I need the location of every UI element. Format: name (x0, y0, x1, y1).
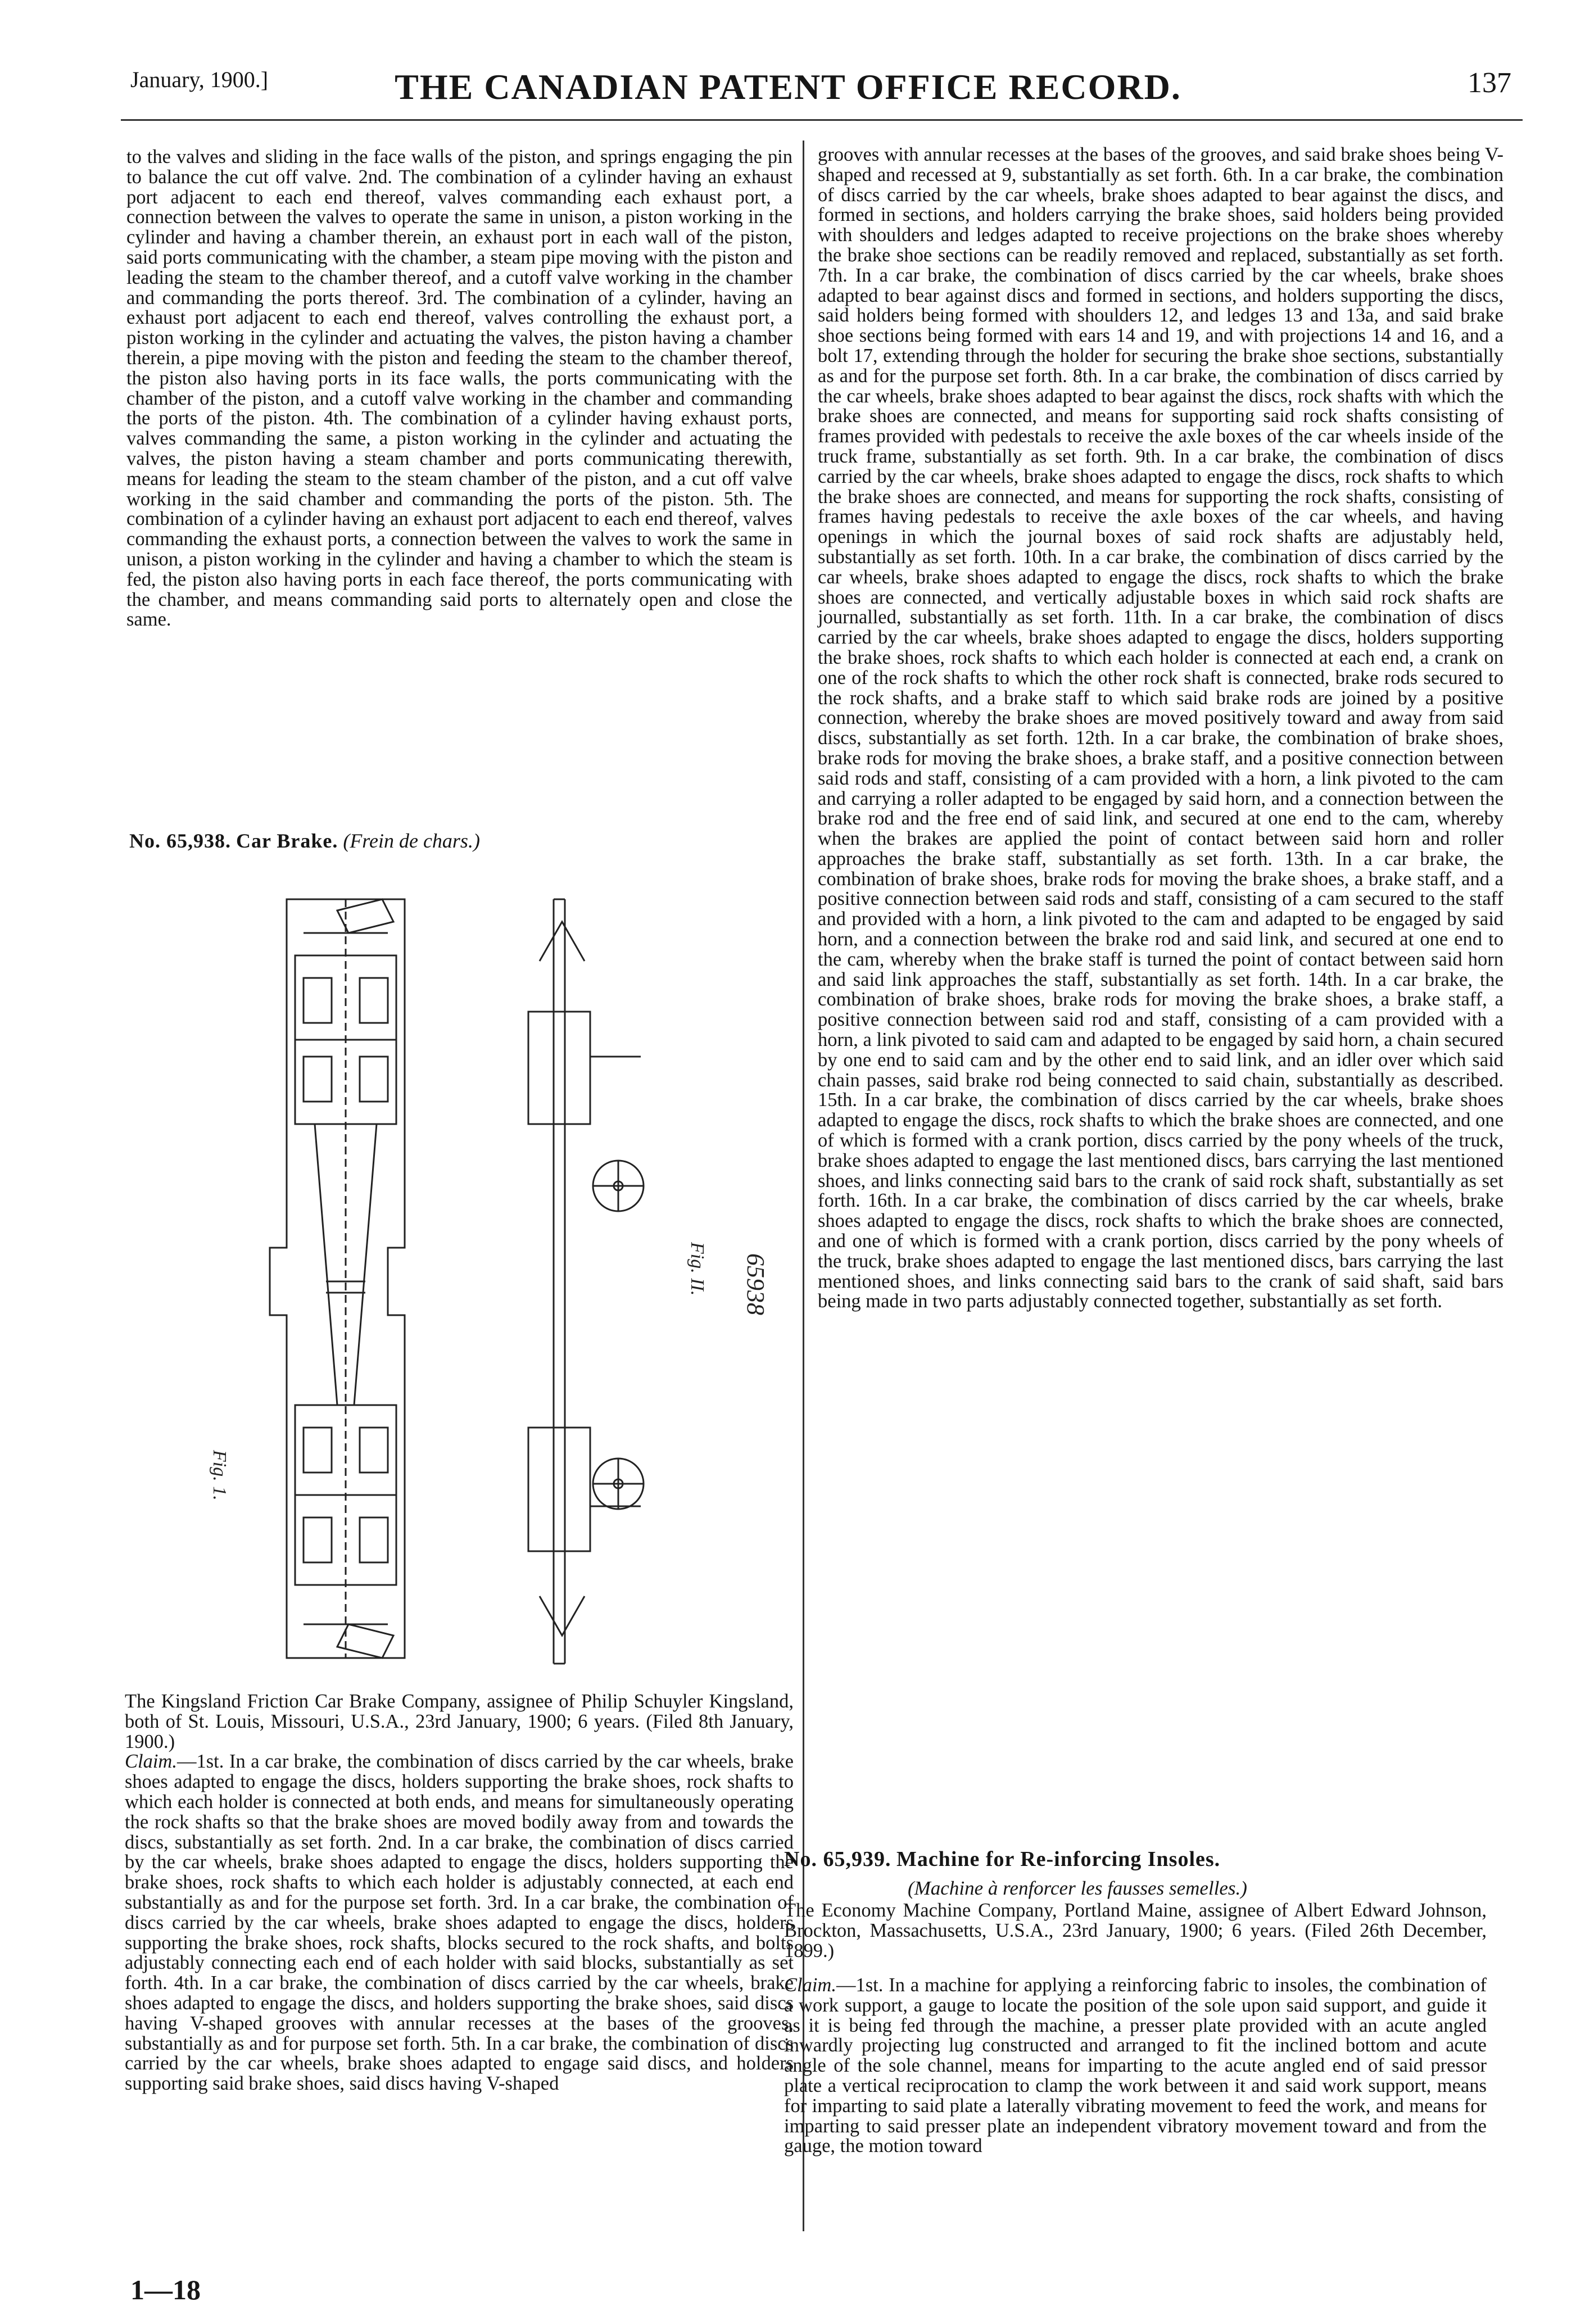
header-date: January, 1900.] (130, 67, 269, 92)
patent-939-claims (784, 1976, 1487, 2157)
page-number: 137 (1468, 67, 1511, 99)
patent-drawing (209, 888, 787, 1680)
patent-938-body (125, 1692, 794, 2094)
figure-number-label: 65938 (742, 1253, 769, 1315)
patent-939-claim-text: —1st. In a machine for applying a reinforcing fabric to insoles, the combination of a work support, a gauge to locate the position of the sole upon said support, and guide it as it is being fed through the machine, a presser plate provided with an acute angled inwardly projecting lug constructed and arranged to fit the inclined bottom and acute angle of the sole channel, means for imparting to the acute angled end of said pressor plate a vertical reciprocation to clamp the work between it and said work support, means for imparting to said plate a laterally vibrating movement to feed the work, and means for imparting to said presser plate an independent vibratory movement toward and from the gauge, the motion toward (784, 1974, 1487, 2157)
fig-2-label: Fig. II. (687, 1242, 708, 1296)
page-title: THE CANADIAN PATENT OFFICE RECORD. (395, 67, 1181, 107)
patent-939-number: No. 65,939. (784, 1847, 891, 1871)
patent-938-assignee: The Kingsland Friction Car Brake Company, assignee of Philip Schuyler Kingsland, both of St. Louis, Missouri, U.S.A., 23rd January, 1900; 6 years. (Filed 8th January, 1900.) (125, 1691, 794, 1752)
patent-938-french-title: (Frein de chars.) (343, 830, 480, 852)
patent-939-assignee: The Economy Machine Company, Portland Maine, assignee of Albert Edward Johnson, Brockton, Massachusetts, U.S.A., 23rd January, 1900; 6 years. (Filed 26th December, 1899.) (784, 1900, 1487, 1961)
right-column-claims (818, 145, 1503, 1312)
patent-938-claim-text-right: grooves with annular recesses at the bases of the grooves, and said brake shoes being V-shaped and recessed at 9, substantially as set forth. 6th. In a car brake, the combination of discs carried by the car wheels, brake shoes adapted to bear against the discs, and formed in sections, and holders carrying the brake shoes, said holders being provided with shoulders and ledges adapted to receive projections on the brake shoes whereby the brake shoe sections can be readily removed and replaced, substantially as set forth. 7th. In a car brake, the combination of discs carried by the car wheels, brake shoes adapted to bear against discs and formed in sections, and holders supporting the discs, said holders being formed with shoulders 12, and ledges 13 and 13a, and said brake shoe sections being formed with ears 14 and 19, and with projections 14 and 16, and a bolt 17, extending through the holder for securing the brake shoe sections, substantially as and for the purpose set forth. 8th. In a car brake, the combination of discs carried by the car wheels, brake shoes adapted to bear against the discs, rock shafts with which the brake shoes are connected, and means for supporting said rock shafts consisting of frames provided with pedestals to receive the axle boxes of the car wheels inside of the truck frame, substantially as set forth. 9th. In a car brake, the combination of discs carried by the car wheels, brake shoes adapted to engage the discs, rock shafts to which the brake shoes are connected, and means for supporting the rock shafts, consisting of frames having pedestals to receive the axle boxes of the car wheels, and having openings in which the journal boxes of said rock shafts are adjustably held, substantially as set forth. 10th. In a car brake, the combination of discs carried by the car wheels, brake shoes adapted to engage the discs, rock shafts to which the brake shoes are connected, and vertically adjustable boxes in which said rock shafts are journalled, substantially as set forth. 11th. In a car brake, the combination of discs carried by the car wheels, brake shoes adapted to engage the discs, holders supporting the brake shoes, rock shafts to which each holder is connected at each end, a crank on one of the rock shafts to which the other rock shaft is connected, brake rods secured to the rock shafts, and a brake staff to which said brake rods are joined by a positive connection, whereby the brake shoes are moved positively toward and away from said discs, substantially as set forth. 12th. In a car brake, the combination of brake shoes, brake rods for moving the brake shoes, a brake staff, and a positive connection between said rods and staff, consisting of a cam provided with a horn, a link pivoted to the cam and carrying a roller adapted to be engaged by said horn, and a connection between the brake rod and the free end of said link, and secured at one end to the cam, whereby when the brakes are applied the point of contact between said horn and roller approaches the brake staff, substantially as set forth. 13th. In a car brake, the combination of brake shoes, brake rods for moving the brake shoes, a brake staff, and a positive connection between said rods and staff, consisting of a cam secured to the staff and provided with a horn, a link pivoted to the cam and adapted to be engaged by said horn, and a connection between the brake rod and said link, and secured at one end to the cam, whereby when the brake staff is turned the point of contact between said horn and said link approaches the staff, substantially as set forth. 14th. In a car brake, the combination of brake shoes, brake rods for moving the brake shoes, a brake staff, a positive connection between said rod and staff, consisting of a cam provided with a horn, a link pivoted to said cam and adapted to be engaged by said horn, a chain secured by one end to said cam and by the other end to said link, and an idler over which said chain passes, said brake rod being connected to said chain, substantially as described. 15th. In a car brake, the combination of discs carried by the car wheels, brake shoes adapted to engage the discs, rock shafts to which the brake shoes are connected, and one of which is formed with a crank portion, discs carried by the pony wheels of the truck, brake shoes adapted to engage the last mentioned discs, bars carrying the last mentioned shoes, and links connecting said bars to the crank of said rock shaft, substantially as set forth. 16th. In a car brake, the combination of discs carried by the car wheels, brake shoes adapted to engage the discs, rock shafts to which the brake shoes are connected, and one of which is formed with a crank portion, discs carried by the pony wheels of the truck, brake shoes adapted to engage the last mentioned discs, bars carrying the last mentioned shoes, and links connecting said bars to the crank of said shaft, said bars being made in two parts adjustably connected together, substantially as set forth. (818, 144, 1503, 1312)
fig-1-label: Fig. 1. (209, 1450, 230, 1501)
patent-939-title: Machine for Re-inforcing Insoles. (896, 1847, 1221, 1871)
patent-938-claim-lead: Claim. (125, 1751, 177, 1773)
patent-938-claims-left (125, 1752, 794, 2094)
patent-939-heading (784, 1847, 1220, 1872)
signature-mark: 1—18 (130, 2274, 201, 2305)
patent-939-french-title: (Machine à renforcer les fausses semelles.) (908, 1877, 1247, 1899)
patent-938-heading (129, 829, 480, 853)
continuation-paragraph: to the valves and sliding in the face walls of the piston, and springs engaging the pin to balance the cut off valve. 2nd. The combination of a cylinder having an exhaust port adjacent to each end thereof, valves commanding each exhaust port, a connection between the valves to operate the same in unison, a piston working in the cylinder and having a chamber therein, an exhaust port in each wall of the piston, said ports communicating with the chamber, a steam pipe moving with the piston and leading the steam to the chamber thereof, and a cutoff valve working in the chamber and commanding the ports thereof. 3rd. The combination of a cylinder, having an exhaust port adjacent to each end thereof, valves controlling the exhaust port, a piston working in the cylinder and actuating the valves, the piston having a chamber therein, a pipe moving with the piston and feeding the steam to the chamber thereof, the piston also having ports in its face walls, the ports communicating with the chamber of the piston, and a cutoff valve working in the chamber and commanding the ports of the piston. 4th. The combination of a cylinder having exhaust ports, valves commanding the same, a piston working in the cylinder and actuating the valves, the piston having a steam chamber and ports communicating therewith, means for leading the steam to the steam chamber of the piston, and a cut off valve working in the said chamber and commanding the ports of the piston. 5th. The combination of a cylinder having an exhaust port adjacent to each end thereof, valves commanding the exhaust ports, a connection between the valves to work the same in unison, a piston working in the cylinder and having a chamber to which the steam is fed, the piston also having ports in each face thereof, the ports communicating with the chamber, and means commanding said ports to alternately open and close the same. (126, 146, 792, 631)
header-rule (121, 119, 1523, 121)
patent-938-title: Car Brake. (236, 830, 338, 852)
patent-939-claim-lead: Claim. (784, 1974, 836, 1996)
patent-938-claim-text-left: —1st. In a car brake, the combination of discs carried by the car wheels, brake shoes adapted to engage the discs, holders supporting the brake shoes, rock shafts to which each holder is connected at both ends, and means for simultaneously operating the rock shafts so that the brake shoes are moved bodily away from and towards the discs, substantially as set forth. 2nd. In a car brake, the combination of discs carried by the car wheels, brake shoes adapted to engage the discs, holders supporting the brake shoes, rock shafts to which each holder is adjustably connected, at each end substantially as and for the purpose set forth. 3rd. In a car brake, the combination of discs carried by the car wheels, brake shoes adapted to engage the discs, holders supporting the brake shoes, rock shafts, blocks secured to the rock shafts, and bolts adjustably connecting each end of each holder with said blocks, substantially as set forth. 4th. In a car brake, the combination of discs carried by the car wheels, brake shoes adapted to engage the discs, and holders supporting the brake shoes, said discs having V-shaped grooves with annular recesses at the bases of the grooves, substantially as and for purpose set forth. 5th. In a car brake, the combination of discs carried by the car wheels, brake shoes adapted to engage said discs, and holders supporting said brake shoes, said discs having V-shaped (125, 1751, 794, 2095)
left-column-continuation (126, 147, 792, 630)
patent-938-number: No. 65,938. (129, 830, 231, 852)
